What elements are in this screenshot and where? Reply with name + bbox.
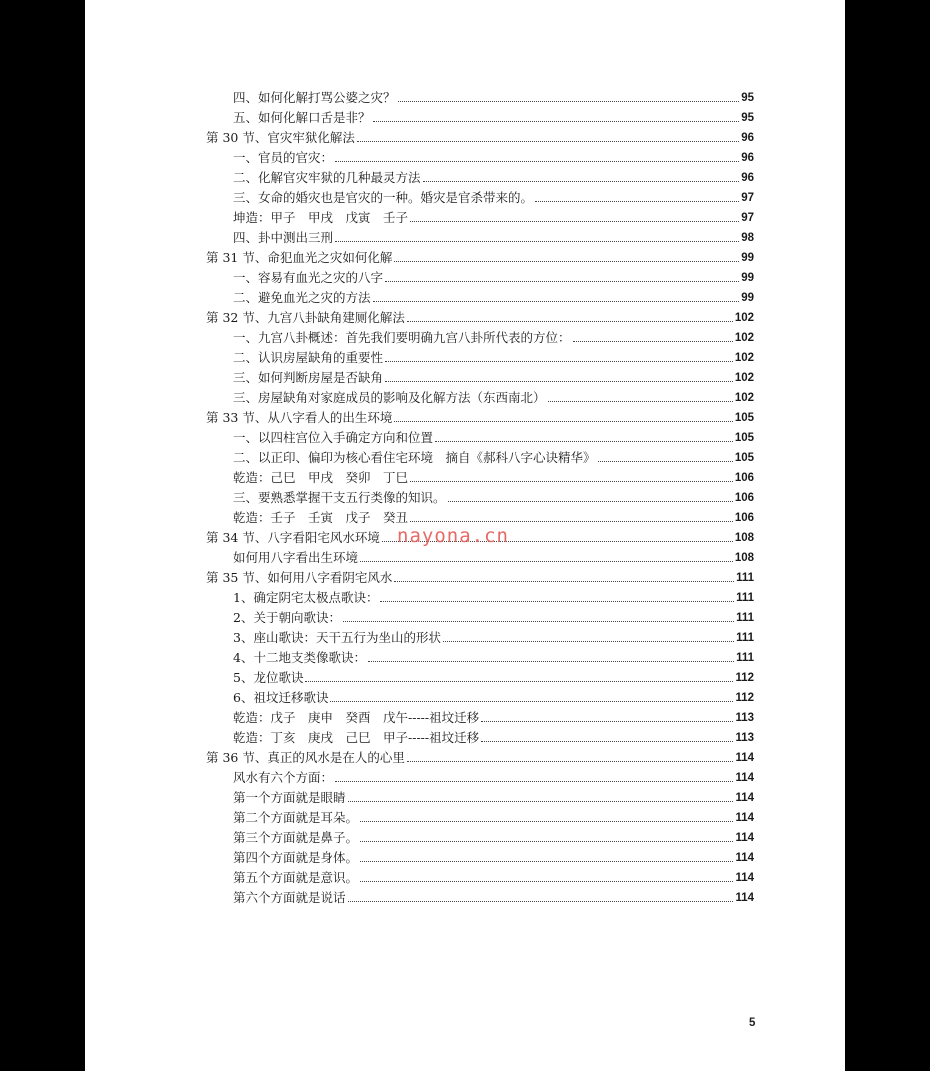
document-page: [85, 0, 845, 1071]
toc-page-number: 98: [741, 232, 754, 244]
dot-leader: [481, 721, 733, 722]
dot-leader: [368, 661, 734, 662]
toc-subentry[interactable]: [233, 446, 754, 466]
toc-page-number: 106: [734, 492, 754, 504]
toc-entry-title: 坤造：甲子 甲戌 戊寅 壬子: [233, 210, 409, 225]
dot-leader: [410, 481, 733, 482]
toc-entry-title: 第 36 节、真正的风水是在人的心里: [206, 750, 405, 765]
dot-leader: [448, 501, 733, 502]
toc-page-number: 112: [735, 672, 754, 684]
dot-leader: [598, 461, 733, 462]
toc-entry-title: 2、关于朝向歌诀：: [233, 610, 341, 625]
toc-page-number: 114: [735, 752, 754, 764]
toc-page-number: 111: [736, 612, 754, 624]
toc-page-number: 111: [736, 652, 754, 664]
toc-subentry[interactable]: [233, 786, 754, 806]
toc-page-number: 111: [736, 592, 754, 604]
dot-leader: [410, 521, 733, 522]
toc-subentry[interactable]: [233, 866, 754, 886]
toc-page-number: 111: [736, 632, 754, 644]
dot-leader: [410, 221, 739, 222]
toc-section-entry[interactable]: [206, 246, 754, 266]
dot-leader: [548, 401, 733, 402]
toc-subentry[interactable]: [233, 686, 754, 706]
dot-leader: [407, 321, 733, 322]
toc-page-number: 96: [741, 152, 754, 164]
dot-leader: [348, 801, 734, 802]
toc-page-number: 114: [735, 792, 754, 804]
dot-leader: [423, 181, 740, 182]
dot-leader: [373, 121, 740, 122]
dot-leader: [435, 441, 733, 442]
toc-subentry[interactable]: [233, 626, 754, 646]
dot-leader: [385, 361, 733, 362]
toc-entry-title: 乾造：己巳 甲戌 癸卯 丁巳: [233, 470, 409, 485]
toc-entry-title: 第 31 节、命犯血光之灾如何化解: [206, 250, 393, 265]
toc-entry-title: 4、十二地支类像歌诀：: [233, 650, 366, 665]
dot-leader: [398, 101, 740, 102]
toc-page-number: 106: [734, 512, 754, 524]
toc-page-number: 102: [734, 372, 754, 384]
toc-page-number: 102: [734, 332, 754, 344]
toc-subentry[interactable]: [233, 846, 754, 866]
dot-leader: [357, 141, 739, 142]
toc-page-number: 106: [734, 472, 754, 484]
toc-entry-title: 第三个方面就是鼻子。: [233, 830, 359, 845]
toc-page-number: 114: [735, 812, 754, 824]
toc-entry-title: 第六个方面就是说话: [233, 890, 346, 905]
toc-page-number: 113: [735, 712, 754, 724]
toc-subentry[interactable]: [233, 806, 754, 826]
toc-entry-title: 6、祖坟迁移歌诀: [233, 690, 329, 705]
toc-entry-title: 二、避免血光之灾的方法: [233, 290, 371, 305]
toc-entry-title: 三、女命的婚灾也是官灾的一种。婚灾是官杀带来的。: [233, 190, 534, 205]
dot-leader: [343, 621, 734, 622]
toc-page-number: 99: [741, 272, 754, 284]
toc-subentry[interactable]: [233, 426, 754, 446]
toc-subentry[interactable]: [233, 666, 754, 686]
toc-page-number: 99: [741, 252, 754, 264]
dot-leader: [535, 201, 739, 202]
toc-entry-title: 第五个方面就是意识。: [233, 870, 359, 885]
toc-subentry[interactable]: [233, 326, 754, 346]
toc-entry-title: 第二个方面就是耳朵。: [233, 810, 359, 825]
toc-subentry[interactable]: [233, 86, 754, 106]
dot-leader: [335, 781, 733, 782]
toc-subentry[interactable]: [233, 386, 754, 406]
toc-page-number: 108: [734, 532, 754, 544]
toc-subentry[interactable]: [233, 766, 754, 786]
toc-entry-title: 第四个方面就是身体。: [233, 850, 359, 865]
toc-entry-title: 四、卦中测出三刑: [233, 230, 334, 245]
toc-subentry[interactable]: [233, 466, 754, 486]
toc-entry-title: 风水有六个方面：: [233, 770, 334, 785]
toc-page-number: 114: [735, 892, 754, 904]
toc-entry-title: 第 35 节、如何用八字看阴宅风水: [206, 570, 393, 585]
dot-leader: [360, 841, 733, 842]
toc-section-entry[interactable]: [206, 566, 754, 586]
dot-leader: [481, 741, 733, 742]
dot-leader: [407, 761, 734, 762]
toc-page-number: 114: [735, 872, 754, 884]
toc-page-number: 111: [736, 572, 754, 584]
toc-subentry[interactable]: [233, 606, 754, 626]
dot-leader: [348, 901, 734, 902]
toc-entry-title: 二、化解官灾牢狱的几种最灵方法: [233, 170, 421, 185]
toc-section-entry[interactable]: [206, 306, 754, 326]
toc-page-number: 102: [734, 312, 754, 324]
toc-page-number: 108: [734, 552, 754, 564]
toc-subentry[interactable]: [233, 826, 754, 846]
toc-page-number: 95: [741, 112, 754, 124]
toc-entry-title: 1、确定阴宅太极点歌诀：: [233, 590, 379, 605]
toc-page-number: 105: [734, 412, 754, 424]
toc-page-number: 114: [735, 832, 754, 844]
dot-leader: [360, 861, 733, 862]
dot-leader: [380, 601, 734, 602]
toc-subentry[interactable]: [233, 886, 754, 906]
toc-entry-title: 一、九宫八卦概述：首先我们要明确九宫八卦所代表的方位：: [233, 330, 571, 345]
toc-page-number: 97: [741, 212, 754, 224]
toc-subentry[interactable]: [233, 546, 754, 566]
watermark: nayona.cn: [397, 525, 509, 547]
toc-page-number: 113: [735, 732, 754, 744]
toc-page-number: 102: [734, 392, 754, 404]
toc-subentry[interactable]: [233, 706, 754, 726]
dot-leader: [394, 581, 734, 582]
toc-subentry[interactable]: [233, 726, 754, 746]
dot-leader: [443, 641, 734, 642]
toc-page-number: 105: [734, 452, 754, 464]
toc-entry-title: 第 30 节、官灾牢狱化解法: [206, 130, 355, 145]
toc-subentry[interactable]: [233, 266, 754, 286]
toc-subentry[interactable]: [233, 646, 754, 666]
dot-leader: [573, 341, 733, 342]
toc-entry-title: 第 33 节、从八字看人的出生环境: [206, 410, 393, 425]
toc-entry-title: 如何用八字看出生环境: [233, 550, 359, 565]
toc-entry-title: 三、如何判断房屋是否缺角: [233, 370, 384, 385]
toc-entry-title: 四、如何化解打骂公婆之灾？: [233, 90, 396, 105]
toc-page-number: 96: [741, 132, 754, 144]
toc-entry-title: 三、要熟悉掌握干支五行类像的知识。: [233, 490, 446, 505]
toc-subentry[interactable]: [233, 346, 754, 366]
toc-subentry[interactable]: [233, 226, 754, 246]
dot-leader: [360, 881, 733, 882]
toc-subentry[interactable]: [233, 366, 754, 386]
toc-entry-title: 第一个方面就是眼睛: [233, 790, 346, 805]
dot-leader: [330, 701, 733, 702]
dot-leader: [394, 421, 732, 422]
toc-section-entry[interactable]: [206, 406, 754, 426]
toc-page-number: 114: [735, 852, 754, 864]
toc-entry-title: 一、官员的官灾：: [233, 150, 334, 165]
toc-entry-title: 一、容易有血光之灾的八字: [233, 270, 384, 285]
toc-entry-title: 三、房屋缺角对家庭成员的影响及化解方法（东西南北）: [233, 390, 546, 405]
toc-entry-title: 3、座山歌诀：天干五行为坐山的形状: [233, 630, 441, 645]
dot-leader: [385, 381, 733, 382]
toc-subentry[interactable]: [233, 486, 754, 506]
dot-leader: [335, 161, 739, 162]
toc-subentry[interactable]: [233, 146, 754, 166]
toc-entry-title: 5、龙位歌诀: [233, 670, 304, 685]
toc-page-number: 102: [734, 352, 754, 364]
dot-leader: [305, 681, 733, 682]
toc-entry-title: 乾造：壬子 壬寅 戊子 癸丑: [233, 510, 409, 525]
toc-entry-title: 第 32 节、九宫八卦缺角建厕化解法: [206, 310, 405, 325]
toc-section-entry[interactable]: [206, 126, 754, 146]
toc-entry-title: 第 34 节、八字看阳宅风水环境: [206, 530, 380, 545]
toc-page-number: 95: [741, 92, 754, 104]
toc-entry-title: 二、认识房屋缺角的重要性: [233, 350, 384, 365]
toc-subentry[interactable]: [233, 506, 754, 526]
toc-section-entry[interactable]: [206, 746, 754, 766]
dot-leader: [360, 821, 733, 822]
toc-page-number: 99: [741, 292, 754, 304]
toc-subentry[interactable]: [233, 586, 754, 606]
dot-leader: [335, 241, 739, 242]
toc-entry-title: 二、以正印、偏印为核心看住宅环境 摘自《郝科八字心诀精华》: [233, 450, 596, 465]
toc-page-number: 112: [735, 692, 754, 704]
dot-leader: [394, 261, 739, 262]
toc-entry-title: 一、以四柱宫位入手确定方向和位置: [233, 430, 434, 445]
toc-subentry[interactable]: [233, 186, 754, 206]
toc-page-number: 96: [741, 172, 754, 184]
toc-subentry[interactable]: [233, 106, 754, 126]
toc-subentry[interactable]: [233, 286, 754, 306]
toc-subentry[interactable]: [233, 206, 754, 226]
toc-page-number: 105: [734, 432, 754, 444]
toc-page-number: 97: [741, 192, 754, 204]
dot-leader: [360, 561, 733, 562]
dot-leader: [385, 281, 739, 282]
page-number: 5: [749, 1017, 756, 1029]
dot-leader: [373, 301, 740, 302]
toc-page-number: 114: [735, 772, 754, 784]
toc-subentry[interactable]: [233, 166, 754, 186]
toc-entry-title: 乾造：戊子 庚申 癸酉 戊午-----祖坟迁移: [233, 710, 480, 725]
toc-entry-title: 乾造：丁亥 庚戌 己巳 甲子-----祖坟迁移: [233, 730, 480, 745]
toc-entry-title: 五、如何化解口舌是非？: [233, 110, 371, 125]
